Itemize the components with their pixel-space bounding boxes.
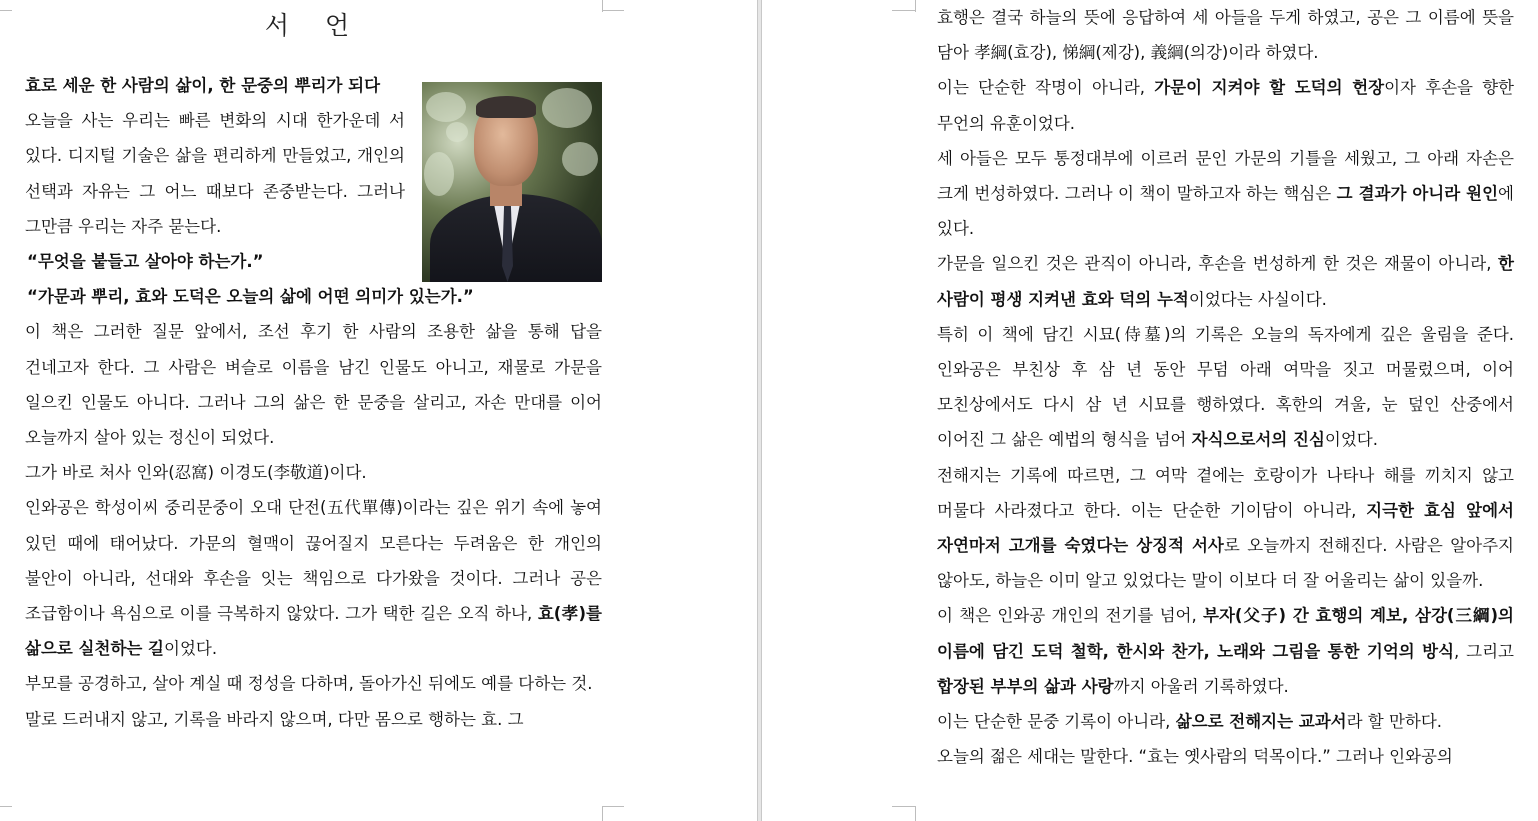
paragraph	[937, 141, 1514, 247]
paragraph: 효행은 결국 하늘의 뜻에 응답하여 세 아들을 두게 하였고, 공은 그 이름에 뜻을 담아 孝綱(효강), 悌綱(제강), 義綱(의강)이라 하였다.	[937, 8, 1514, 63]
document-page-left	[0, 0, 757, 821]
left-column-text	[25, 68, 602, 737]
emphasis-text: 한 사람이 평생 지켜낸 효와 덕의 누적	[937, 254, 1514, 309]
paragraph: 부모를 공경하고, 살아 계실 때 정성을 다하며, 돌아가신 뒤에도 예를 다하는 것.	[25, 674, 593, 694]
text-run: 이었다는 사실이다.	[1188, 289, 1327, 309]
paragraph	[937, 70, 1514, 140]
text-run: 이 책은 인와공 개인의 전기를 넘어,	[937, 606, 1204, 626]
crop-mark	[915, 806, 916, 821]
text-run: 로 오늘까지 전해진다. 사람은 알아주지 않아도, 하늘은 이미 알고 있었다는 말이 이보다 더 잘 어울리는 삶이 있을까.	[937, 536, 1514, 591]
emphasis-text: 가문이 지켜야 할 도덕의 헌장	[1154, 78, 1385, 98]
crop-mark	[602, 806, 603, 821]
text-run: 라 할 만하다.	[1346, 712, 1443, 732]
crop-mark	[892, 806, 916, 807]
paragraph	[25, 490, 602, 666]
paragraph: 오늘을 사는 우리는 빠른 변화의 시대 한가운데 서 있다. 디지털 기술은 삶을 편리하게 만들었고, 개인의 선택과 자유는 그 어느 때보다 존중받는다. 그러나 그만큼 우리는 자주 묻는다.	[25, 111, 405, 236]
section-heading: 효로 세운 한 사람의 삶이, 한 문중의 뿌리가 되다	[25, 76, 381, 95]
paragraph	[937, 704, 1514, 739]
paragraph: 오늘의 젊은 세대는 말한다. “효는 옛사람의 덕목이다.” 그러나 인와공의	[937, 747, 1453, 767]
page-title: 서 언	[264, 11, 364, 40]
text-run: 가문을 일으킨 것은 관직이 아니라, 후손을 번성하게 한 것은 재물이 아니라,	[937, 254, 1499, 274]
emphasis-text: 자식으로서의 진심	[1191, 430, 1325, 450]
paragraph	[937, 598, 1514, 704]
paragraph: 이 책은 그러한 질문 앞에서, 조선 후기 한 사람의 조용한 삶을 통해 답을 건네고자 한다. 그 사람은 벼슬로 이름을 남긴 인물도 아니고, 재물로 가문을 일으킨 인물도 아니다. 그러나 그의 삶은 한 문중을 살리고, 자손 만대를 이어 오늘까지 살아 있는 정신이 되었다.	[25, 322, 602, 448]
text-run: 세 아들은 모두 통정대부에 이르러 문인 가문의 기틀을 세웠고, 그 아래 자손은 크게 번성하였다. 그러나 이 책이 말하고자 하는 핵심은	[937, 148, 1514, 204]
paragraph	[937, 246, 1514, 316]
emphasis-text: 지극한 효심 앞에서 자연마저 고개를 숙였다는 상징적 서사	[937, 500, 1514, 556]
text-run: , 그리고	[1454, 641, 1514, 661]
text-run: 특히 이 책에 담긴 시묘(侍墓)의 기록은 오늘의 독자에게 깊은 울림을 준다. 인와공은 부친상 후 삼 년 동안 무덤 아래 여막을 짓고 머물렀으며, 이어 모친상에서도 다시 삼 년 시묘를 행하였다. 혹한의 겨울, 눈 덮인 산중에서 이어진 그 삶은 예법의 형식을 넘어	[937, 324, 1514, 450]
crop-mark	[0, 806, 12, 807]
crop-mark	[892, 10, 916, 11]
emphasis-text: 삶으로 전해지는 교과서	[1175, 712, 1347, 732]
quote: “무엇을 붙들고 살아야 하는가.”	[27, 252, 264, 272]
text-run: 이자 후손을 향한 무언의 유훈이었다.	[937, 78, 1514, 133]
quote: “가문과 뿌리, 효와 도덕은 오늘의 삶에 어떤 의미가 있는가.”	[27, 287, 474, 307]
paragraph: 말로 드러내지 않고, 기록을 바라지 않으며, 다만 몸으로 행하는 효. 그	[25, 709, 524, 729]
text-run: 까지 아울러 기록하였다.	[1113, 676, 1289, 696]
paragraph: 그가 바로 처사 인와(忍窩) 이경도(李敬道)이다.	[25, 463, 367, 483]
document-page-right	[762, 0, 1538, 821]
emphasis-text: 효(孝)를 삶으로 실천하는 길	[25, 604, 602, 659]
paragraph	[937, 458, 1514, 599]
paragraph	[937, 317, 1514, 458]
text-run: 이는 단순한 작명이 아니라,	[937, 78, 1155, 98]
text-run: 인와공은 학성이씨 중리문중이 오대 단전(五代單傳)이라는 깊은 위기 속에 놓여 있던 때에 태어났다. 가문의 혈맥이 끊어질지 모른다는 두려움은 한 개인의 불안이 아니라, 선대와 후손을 잇는 책임으로 다가왔을 것이다. 그러나 공은 조급함이나 욕심으로 이를 극복하지 않았다. 그가 택한 길은 오직 하나,	[25, 498, 602, 624]
text-run: 전해지는 기록에 따르면, 그 여막 곁에는 호랑이가 나타나 해를 끼치지 않고 머물다 사라졌다고 한다. 이는 단순한 기이담이 아니라,	[937, 465, 1514, 520]
emphasis-text: 그 결과가 아니라 원인	[1336, 184, 1499, 204]
crop-mark	[602, 806, 624, 807]
text-run: 이었다.	[164, 639, 218, 659]
right-column-text	[937, 0, 1514, 774]
text-run: 에 있다.	[937, 184, 1514, 239]
text-run: 이는 단순한 문중 기록이 아니라,	[937, 712, 1176, 732]
text-run: 이었다.	[1324, 430, 1378, 450]
emphasis-text: 합장된 부부의 삶과 사랑	[937, 676, 1114, 696]
emphasis-text: 부자(父子) 간 효행의 계보, 삼강(三綱)의 이름에 담긴 도덕 철학, 한시와 찬가, 노래와 그림을 통한 기억의 방식	[937, 606, 1514, 661]
